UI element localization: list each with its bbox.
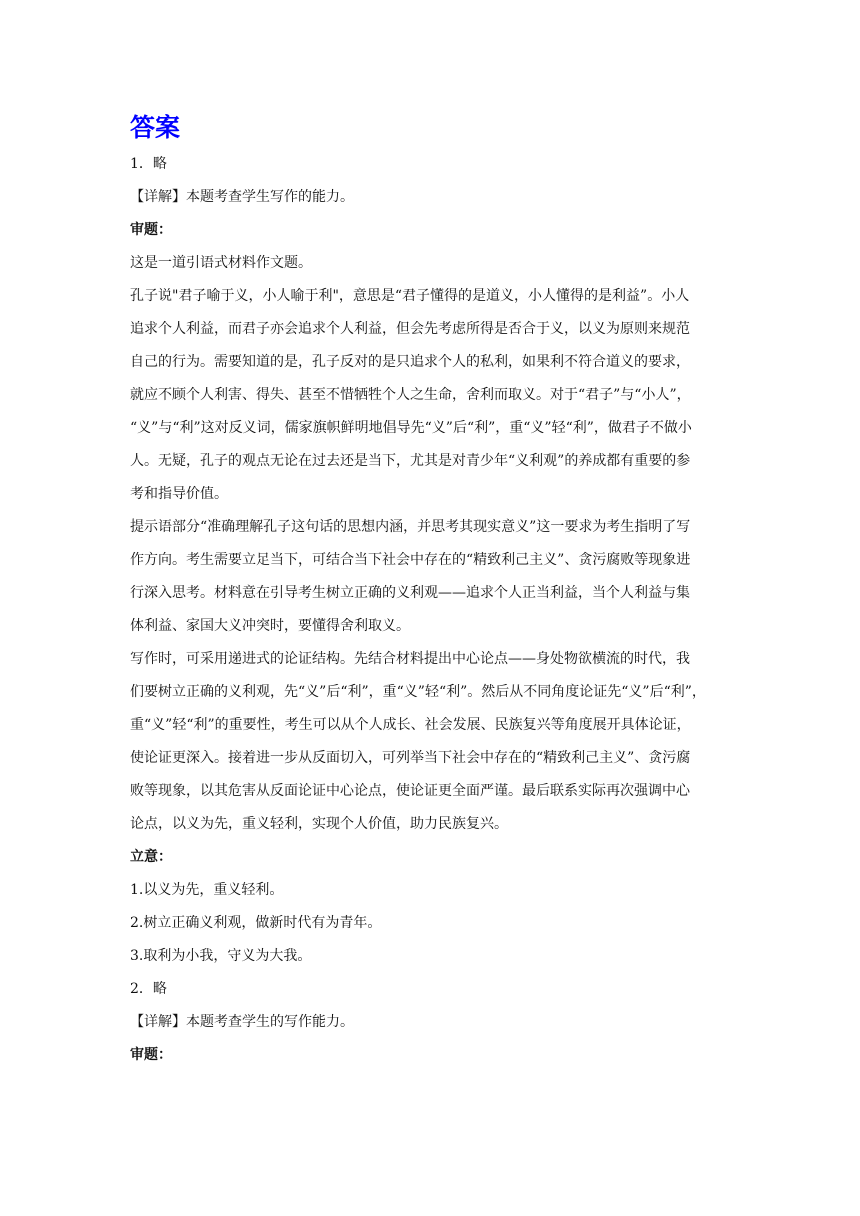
q1-paragraph-1 xyxy=(130,280,730,511)
q1-intro: 这是一道引语式材料作文题。 xyxy=(130,255,312,271)
paragraph-line: 行深入思考。材料意在引导考生树立正确的义利观——追求个人正当利益，当个人利益与集 xyxy=(130,585,690,601)
paragraph-line: 就应不顾个人利害、得失、甚至不惜牺牲个人之生命，舍利而取义。对于“君子”与“小人”， xyxy=(130,387,691,403)
paragraph-line: “义”与“利”这对反义词，儒家旗帜鲜明地倡导先“义”后“利”，重“义”轻“利”，做君子不做小 xyxy=(130,420,692,436)
paragraph-line: 孔子说"君子喻于义，小人喻于利"，意思是“君子懂得的是道义，小人懂得的是利益”。小人 xyxy=(130,288,690,304)
paragraph-line: 考和指导价值。 xyxy=(130,486,228,502)
paragraph-line: 人。无疑，孔子的观点无论在过去还是当下，尤其是对青少年“义利观”的养成都有重要的参 xyxy=(130,453,691,469)
paragraph-line: 作方向。考生需要立足当下，可结合当下社会中存在的“精致利己主义”、贪污腐败等现象进 xyxy=(130,552,691,568)
idea-item: 3.取利为小我，守义为大我。 xyxy=(130,948,312,964)
idea-item: 2.树立正确义利观，做新时代有为青年。 xyxy=(130,915,382,931)
q1-paragraph-3 xyxy=(130,643,730,841)
paragraph-line: 败等现象，以其危害从反面论证中心论点，使论证更全面严谨。最后联系实际再次强调中心 xyxy=(130,783,690,799)
paragraph-line: 写作时，可采用递进式的论证结构。先结合材料提出中心论点——身处物欲横流的时代，我 xyxy=(130,651,690,667)
answer-section xyxy=(130,108,730,1072)
q1-paragraph-2 xyxy=(130,511,730,643)
q2-detail: 【详解】本题考查学生的写作能力。 xyxy=(130,1014,354,1030)
q1-number: 1．略 xyxy=(130,156,167,172)
q1-detail: 【详解】本题考查学生写作的能力。 xyxy=(130,189,354,205)
paragraph-line: 重“义”轻“利”的重要性，考生可以从个人成长、社会发展、民族复兴等角度展开具体论证， xyxy=(130,717,691,733)
q1-liyi-label: 立意： xyxy=(130,849,172,865)
idea-item: 1.以义为先，重义轻利。 xyxy=(130,882,284,898)
paragraph-line: 自己的行为。需要知道的是，孔子反对的是只追求个人的私利，如果利不符合道义的要求， xyxy=(130,354,690,370)
paragraph-line: 体利益、家国大义冲突时，要懂得舍利取义。 xyxy=(130,618,410,634)
q2-shenti-label: 审题： xyxy=(130,1047,172,1063)
paragraph-line: 论点，以义为先，重义轻利，实现个人价值，助力民族复兴。 xyxy=(130,816,508,832)
paragraph-line: 追求个人利益，而君子亦会追求个人利益，但会先考虑所得是否合于义，以义为原则来规范 xyxy=(130,321,690,337)
paragraph-line: 提示语部分“准确理解孔子这句话的思想内涵，并思考其现实意义”这一要求为考生指明了写 xyxy=(130,519,691,535)
q1-shenti-label: 审题： xyxy=(130,222,172,238)
paragraph-line: 们要树立正确的义利观，先“义”后“利”，重“义”轻“利”。然后从不同角度论证先“义”后“利”， xyxy=(130,684,706,700)
answer-heading: 答案 xyxy=(130,113,181,142)
q2-number: 2．略 xyxy=(130,981,167,997)
paragraph-line: 使论证更深入。接着进一步从反面切入，可列举当下社会中存在的“精致利己主义”、贪污腐 xyxy=(130,750,691,766)
